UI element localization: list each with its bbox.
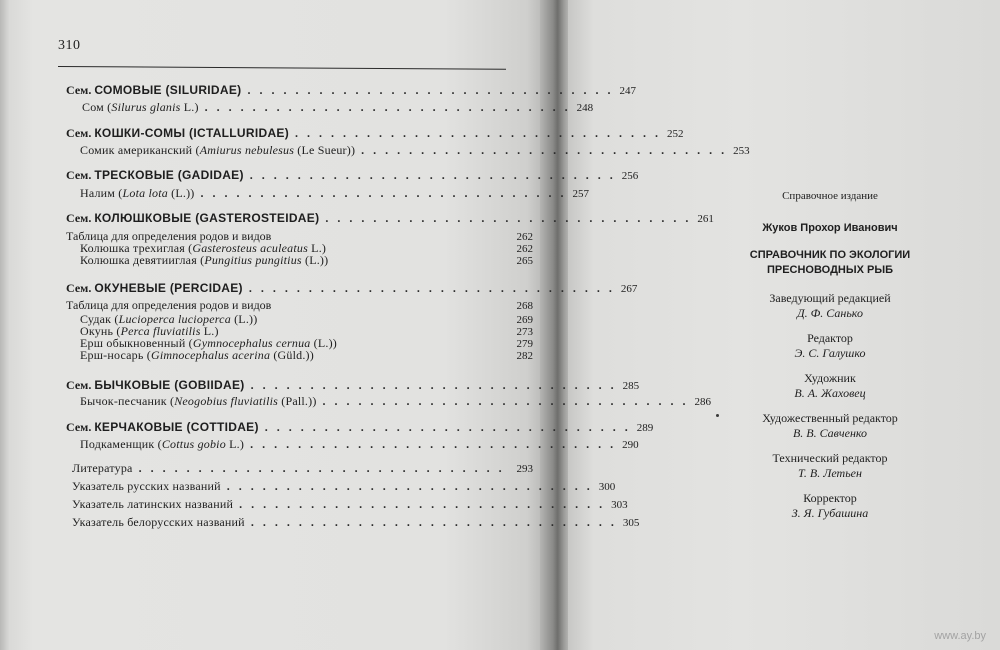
species-author: (L.))	[167, 186, 195, 200]
toc-entry	[72, 461, 533, 476]
species-russian-name: Колюшка девятииглая (	[80, 253, 205, 267]
toc-family-entry	[66, 168, 639, 183]
species-latin-name: Silurus glanis	[111, 100, 181, 114]
toc-page-number: 257	[572, 188, 590, 200]
toc-page-number: 252	[667, 128, 684, 140]
publication-type: Справочное издание	[782, 190, 878, 202]
dot-leader: . . . . . . . . . . . . . . . . . . . . . . . . . . . . . . .	[249, 168, 616, 182]
credit-person: З. Я. Губашина	[791, 506, 869, 520]
dot-leader: . . . . . . . . . . . . . . . . . . . . . . . . . . . . . . .	[322, 394, 689, 408]
dot-leader: . . . . . . . . . . . . . . . . . . . . . . . . . . . . . . .	[247, 83, 614, 97]
toc-page-number: 261	[697, 213, 714, 225]
toc-page-number: 290	[622, 439, 639, 451]
book-title-line-1: СПРАВОЧНИК ПО ЭКОЛОГИИ	[749, 249, 911, 261]
species-author: (L.))	[301, 253, 329, 267]
species-russian-name: Колюшка трехиглая (	[80, 241, 193, 255]
credit-role: Технический редактор	[772, 451, 888, 465]
species-russian-name: Бычок-песчаник (	[80, 394, 175, 408]
species-russian-name: Ерш обыкновенный (	[80, 336, 193, 350]
species-latin-name: Neogobius fluviatilis	[174, 394, 279, 408]
toc-entry-label	[80, 437, 244, 452]
dot-leader: . . . . . . . . . . . . . . . . . . . . . . . . . . . . . . .	[250, 515, 617, 529]
toc-species-entry	[80, 253, 533, 268]
credit-role: Художественный редактор	[762, 411, 898, 425]
toc-page-number: 279	[516, 338, 533, 350]
toc-entry-label	[66, 83, 241, 98]
toc-entry-label	[66, 211, 319, 226]
dot-leader: . . . . . . . . . . . . . . . . . . . . . . . . . . . . . . .	[361, 143, 728, 157]
toc-key-table-entry	[66, 298, 533, 313]
toc-entry	[72, 479, 616, 494]
species-author: (L.))	[230, 312, 258, 326]
family-name: ТРЕСКОВЫЕ (GADIDAE)	[94, 168, 244, 182]
toc-entry-label	[66, 126, 289, 141]
toc-family-entry	[66, 378, 640, 393]
credit-role: Редактор	[807, 331, 853, 345]
page-number: 310	[58, 38, 81, 53]
toc-page-number: 282	[516, 350, 533, 362]
toc-entry-label	[80, 143, 355, 158]
toc-page-number: 267	[620, 283, 638, 295]
toc-entry-label: Таблица для определения родов и видов	[66, 298, 272, 312]
species-russian-name: Подкаменщик (	[80, 437, 162, 451]
toc-entry	[72, 497, 628, 512]
family-prefix: Сем.	[66, 281, 95, 295]
toc-species-entry	[80, 186, 590, 201]
dot-leader: . . . . . . . . . . . . . . . . . . . . . . . . . . . . . . .	[200, 186, 567, 200]
family-prefix: Сем.	[66, 126, 95, 140]
family-prefix: Сем.	[66, 378, 95, 392]
toc-page-number: 303	[611, 499, 628, 511]
toc-page-number: 269	[516, 314, 533, 326]
toc-page-number: 300	[598, 481, 616, 493]
species-latin-name: Gimnocephalus acerina	[150, 348, 271, 362]
family-prefix: Сем.	[66, 83, 95, 97]
toc-page-number: 305	[622, 517, 640, 529]
toc-entry-label: Указатель русских названий	[72, 479, 221, 493]
family-name: ОКУНЕВЫЕ (PERCIDAE)	[94, 281, 243, 295]
toc-species-entry	[80, 348, 533, 363]
toc-family-entry	[66, 420, 654, 435]
family-name: СОМОВЫЕ (SILURIDAE)	[94, 83, 242, 97]
toc-entry-label	[80, 394, 317, 409]
toc-page-number: 268	[516, 300, 533, 312]
species-latin-name: Pungitius pungitius	[204, 253, 302, 267]
species-russian-name: Сом (	[82, 100, 112, 114]
dot-leader: . . . . . . . . . . . . . . . . . . . . . . . . . . . . . . .	[264, 420, 631, 434]
toc-species-entry	[80, 437, 639, 452]
dot-leader: . . . . . . . . . . . . . . . . . . . . . . . . . . . . . . .	[295, 126, 662, 140]
toc-family-entry	[66, 281, 638, 296]
dot-leader: . . . . . . . . . . . . . . . . . . . . . . . . . . . . . . .	[204, 100, 571, 114]
species-latin-name: Perca fluviatilis	[120, 324, 201, 338]
toc-family-entry	[66, 211, 714, 226]
paper-speck	[716, 414, 719, 417]
book-author: Жуков Прохор Иванович	[762, 222, 898, 234]
species-author: L.)	[307, 241, 327, 255]
species-latin-name: Amiurus nebulesus	[199, 143, 295, 157]
dot-leader: . . . . . . . . . . . . . . . . . . . . . . . . . . . . . . .	[239, 497, 606, 511]
species-russian-name: Окунь (	[80, 324, 121, 338]
toc-entry-label: Указатель белорусских названий	[72, 515, 245, 529]
toc-entry-label	[80, 253, 328, 268]
toc-species-entry	[82, 100, 594, 115]
toc-species-entry	[80, 394, 712, 409]
credit-role: Художник	[804, 371, 856, 385]
credit-person: В. А. Жаховец	[794, 386, 866, 400]
family-prefix: Сем.	[66, 420, 95, 434]
credit-person: Д. Ф. Санько	[797, 306, 863, 320]
toc-family-entry	[66, 83, 636, 98]
species-latin-name: Lota lota	[122, 186, 168, 200]
toc-page-number: 253	[733, 145, 750, 157]
toc-page-number: 273	[516, 326, 533, 338]
toc-entry-label	[66, 378, 245, 393]
toc-entry-label	[80, 186, 195, 201]
toc-page-number: 293	[516, 463, 533, 475]
species-russian-name: Сомик американский (	[80, 143, 200, 157]
toc-family-entry	[66, 126, 684, 141]
toc-entry-label	[66, 420, 259, 435]
family-name: БЫЧКОВЫЕ (GOBIIDAE)	[94, 378, 245, 392]
credit-person: Э. С. Галушко	[794, 346, 866, 360]
species-russian-name: Налим (	[80, 186, 123, 200]
toc-page-number: 256	[621, 170, 639, 182]
species-author: L.)	[180, 100, 199, 114]
toc-entry-label: Указатель латинских названий	[72, 497, 234, 511]
toc-entry-label	[66, 168, 244, 183]
species-russian-name: Судак (	[80, 312, 119, 326]
toc-species-entry	[80, 143, 750, 158]
toc-page-number: 248	[576, 102, 594, 114]
toc-page-number: 262	[516, 243, 533, 255]
toc-entry-label	[66, 281, 243, 296]
toc-page-number: 285	[622, 380, 640, 392]
credit-person: Т. В. Летьен	[798, 466, 862, 480]
credit-role: Корректор	[803, 491, 857, 505]
species-latin-name: Gasterosteus aculeatus	[192, 241, 308, 255]
family-name: КОЛЮШКОВЫЕ (GASTEROSTEIDAE)	[94, 211, 320, 225]
dot-leader: . . . . . . . . . . . . . . . . . . . . . . . . . . . . . . .	[250, 437, 617, 451]
toc-page-number: 289	[636, 422, 654, 434]
credit-person: В. В. Савченко	[792, 426, 868, 440]
species-author: (Güld.))	[270, 348, 314, 362]
dot-leader: . . . . . . . . . . . . . . . . . . . . . . . . . . . . . . .	[248, 281, 615, 295]
species-author: (L.))	[310, 336, 338, 350]
toc-entry-label	[80, 348, 314, 363]
species-author: (Le Sueur))	[294, 143, 356, 157]
dot-leader: . . . . . . . . . . . . . . . . . . . . . . . . . . . . . . .	[325, 211, 692, 225]
species-author: L.)	[225, 437, 245, 451]
dot-leader: . . . . . . . . . . . . . . . . . . . . . . . . . . . . . . .	[138, 461, 505, 475]
toc-entry	[72, 515, 640, 530]
family-name: КОШКИ-СОМЫ (ICTALLURIDAE)	[94, 126, 290, 140]
toc-entry-label	[82, 100, 199, 115]
credit-role: Заведующий редакцией	[769, 291, 891, 305]
family-prefix: Сем.	[66, 211, 95, 225]
species-author: (Pall.))	[278, 394, 317, 408]
dot-leader: . . . . . . . . . . . . . . . . . . . . . . . . . . . . . . .	[250, 378, 617, 392]
toc-page-number: 262	[516, 231, 533, 243]
book-title-line-2: ПРЕСНОВОДНЫХ РЫБ	[766, 264, 894, 276]
colophon	[700, 0, 960, 650]
species-latin-name: Lucioperca lucioperca	[118, 312, 231, 326]
watermark: www.ay.by	[934, 630, 986, 642]
species-author: L.)	[200, 324, 219, 338]
species-latin-name: Cottus gobio	[161, 437, 226, 451]
dot-leader: . . . . . . . . . . . . . . . . . . . . . . . . . . . . . . .	[226, 479, 593, 493]
toc-entry-label: Таблица для определения родов и видов	[66, 229, 272, 243]
family-name: КЕРЧАКОВЫЕ (COTTIDAE)	[94, 420, 259, 434]
species-russian-name: Ерш-носарь (	[80, 348, 151, 362]
species-latin-name: Gymnocephalus cernua	[192, 336, 311, 350]
toc-page-number: 265	[516, 255, 533, 267]
toc-page-number: 247	[619, 85, 636, 97]
toc-entry-label: Литература	[72, 461, 133, 475]
toc-page-number: 286	[694, 396, 712, 408]
family-prefix: Сем.	[66, 168, 95, 182]
